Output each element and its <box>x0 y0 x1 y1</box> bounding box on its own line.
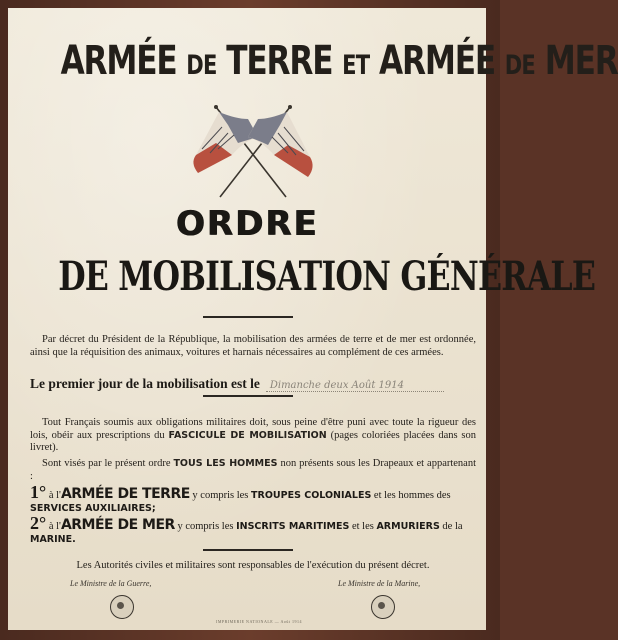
navy-heading: ARMÉE DE MER <box>60 517 175 533</box>
mobilization-poster <box>8 8 618 630</box>
list-item-army <box>30 482 476 515</box>
item-text: à l' <box>48 521 61 532</box>
paragraph-text: Sont visés par le présent ordre <box>42 458 171 469</box>
header-word-mer: MER <box>544 38 618 84</box>
first-day-label: Le premier jour de la mobilisation est le <box>30 376 260 391</box>
right-flag <box>248 112 313 177</box>
item-text: y compris les <box>192 490 249 501</box>
printer-imprint: IMPRIMERIE NATIONALE — Août 1914 <box>216 619 302 624</box>
colonial-troops: TROUPES COLONIALES <box>251 490 372 501</box>
signature-navy-minister: Le Ministre de la Marine, <box>338 579 421 588</box>
header-word-armee: ARMÉE <box>60 38 177 84</box>
all-men-emphasis: TOUS LES HOMMES <box>173 458 278 469</box>
list-item-navy <box>30 513 476 546</box>
header-word-et: ET <box>342 50 370 81</box>
left-flag <box>193 112 258 173</box>
auxiliary-services: SERVICES AUXILIAIRES; <box>30 503 156 514</box>
header-word-de-2: DE <box>504 50 536 81</box>
marine: MARINE. <box>30 534 76 545</box>
header-word-armee-2: ARMÉE <box>379 38 496 84</box>
signature-war-minister: Le Ministre de la Guerre, <box>70 579 152 588</box>
authorities-paragraph: Les Autorités civiles et militaires sont responsables de l'exécution du présent décret. <box>76 560 430 571</box>
paragraph-text: (pages coloriées placées dans son livret). <box>30 429 477 453</box>
divider <box>203 316 293 318</box>
obligations-paragraph <box>30 417 476 455</box>
army-heading: ARMÉE DE TERRE <box>60 486 190 502</box>
item-text: de la <box>442 521 463 532</box>
scope-paragraph <box>30 458 476 483</box>
paragraph-text: non présents sous les Drapeaux et appartenant : <box>30 458 477 482</box>
paragraph-text: Tout Français soumis aux obligations militaires doit, sous peine d'être puni avec toute la rigueur des lois, obéir aux prescriptions du <box>30 417 476 441</box>
title-ordre: ORDRE <box>175 204 319 244</box>
armuriers: ARMURIERS <box>376 521 440 532</box>
item-text: et les <box>351 521 374 532</box>
header-word-de: DE <box>186 50 217 81</box>
seal-icon <box>371 595 395 619</box>
title-mobilisation: DE MOBILISATION GÉNÉRALE <box>58 253 596 300</box>
item-text: et les hommes des <box>373 490 451 501</box>
item-text: à l' <box>48 490 61 501</box>
fascicule-emphasis: FASCICULE DE MOBILISATION <box>168 429 327 441</box>
decree-paragraph: Par décret du Président de la République, la mobilisation des armées de terre et de mer est ordonnée, ainsi que la réquisition des animaux, voitures et harnais nécessaires au complément de ces armées. <box>30 334 476 358</box>
poster-header <box>60 38 618 84</box>
header-word-terre: TERRE <box>226 38 333 84</box>
item-text: y compris les <box>177 521 234 532</box>
divider <box>203 395 293 397</box>
seal-icon <box>110 595 134 619</box>
item-number: 2° <box>30 513 47 533</box>
item-number: 1° <box>30 482 47 502</box>
maritime-inscrits: INSCRITS MARITIMES <box>236 521 350 532</box>
handwritten-date: Dimanche deux Août 1914 <box>266 380 444 392</box>
first-day-line <box>30 376 476 392</box>
divider <box>203 549 293 551</box>
crossed-flags-icon <box>188 105 318 205</box>
